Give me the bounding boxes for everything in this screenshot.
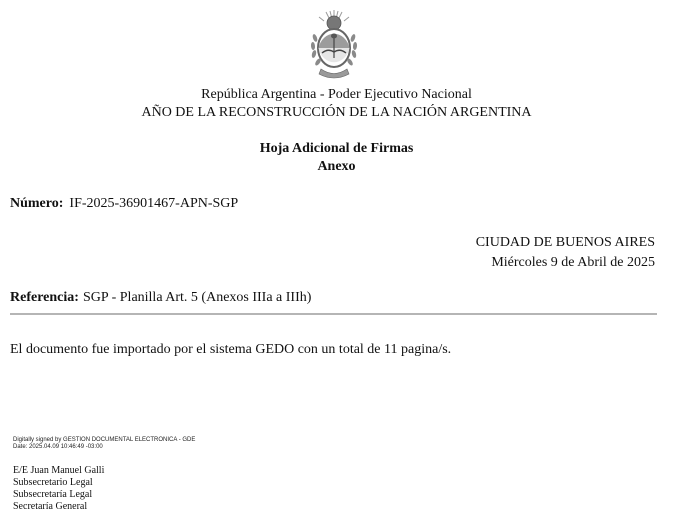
body-text: El documento fue importado por el sistema GEDO con un total de 11 pagina/s.: [10, 342, 452, 357]
document-title: Hoja Adicional de Firmas: [259, 141, 414, 156]
signer-name: E/E Juan Manuel Galli: [13, 465, 105, 476]
digital-signature-stamp: [13, 437, 195, 451]
sun: [327, 16, 341, 30]
signer-block: [13, 465, 104, 513]
digital-signature-line-1: Digitally signed by GESTION DOCUMENTAL ELECTRONICA - GDE: [13, 437, 196, 443]
coat-of-arms-seal: [307, 8, 361, 84]
reference: [10, 290, 311, 306]
ribbon: [319, 69, 349, 78]
digital-signature-line-2: Date: 2025.04.09 10:46:49 -03:00: [13, 444, 103, 450]
header-line-1: República Argentina - Poder Ejecutivo Nacional: [201, 87, 472, 102]
date: Miércoles 9 de Abril de 2025: [491, 255, 655, 270]
reference-value: SGP - Planilla Art. 5 (Anexos IIIa a IIIh): [82, 290, 312, 305]
reference-label: Referencia:: [10, 290, 79, 305]
city: CIUDAD DE BUENOS AIRES: [475, 235, 655, 250]
header-line-2: AÑO DE LA RECONSTRUCCIÓN DE LA NACIÓN ARGENTINA: [141, 105, 532, 120]
document-number-value: IF-2025-36901467-APN-SGP: [69, 196, 239, 211]
signer-role-2: Subsecretaría Legal: [13, 489, 93, 500]
signer-role-3: Secretaría General: [13, 501, 88, 512]
document-subtitle: Anexo: [317, 159, 356, 174]
document-number: [10, 196, 238, 212]
signer-role-1: Subsecretario Legal: [13, 477, 93, 488]
divider: [10, 313, 657, 315]
document-number-label: Número:: [10, 196, 64, 211]
